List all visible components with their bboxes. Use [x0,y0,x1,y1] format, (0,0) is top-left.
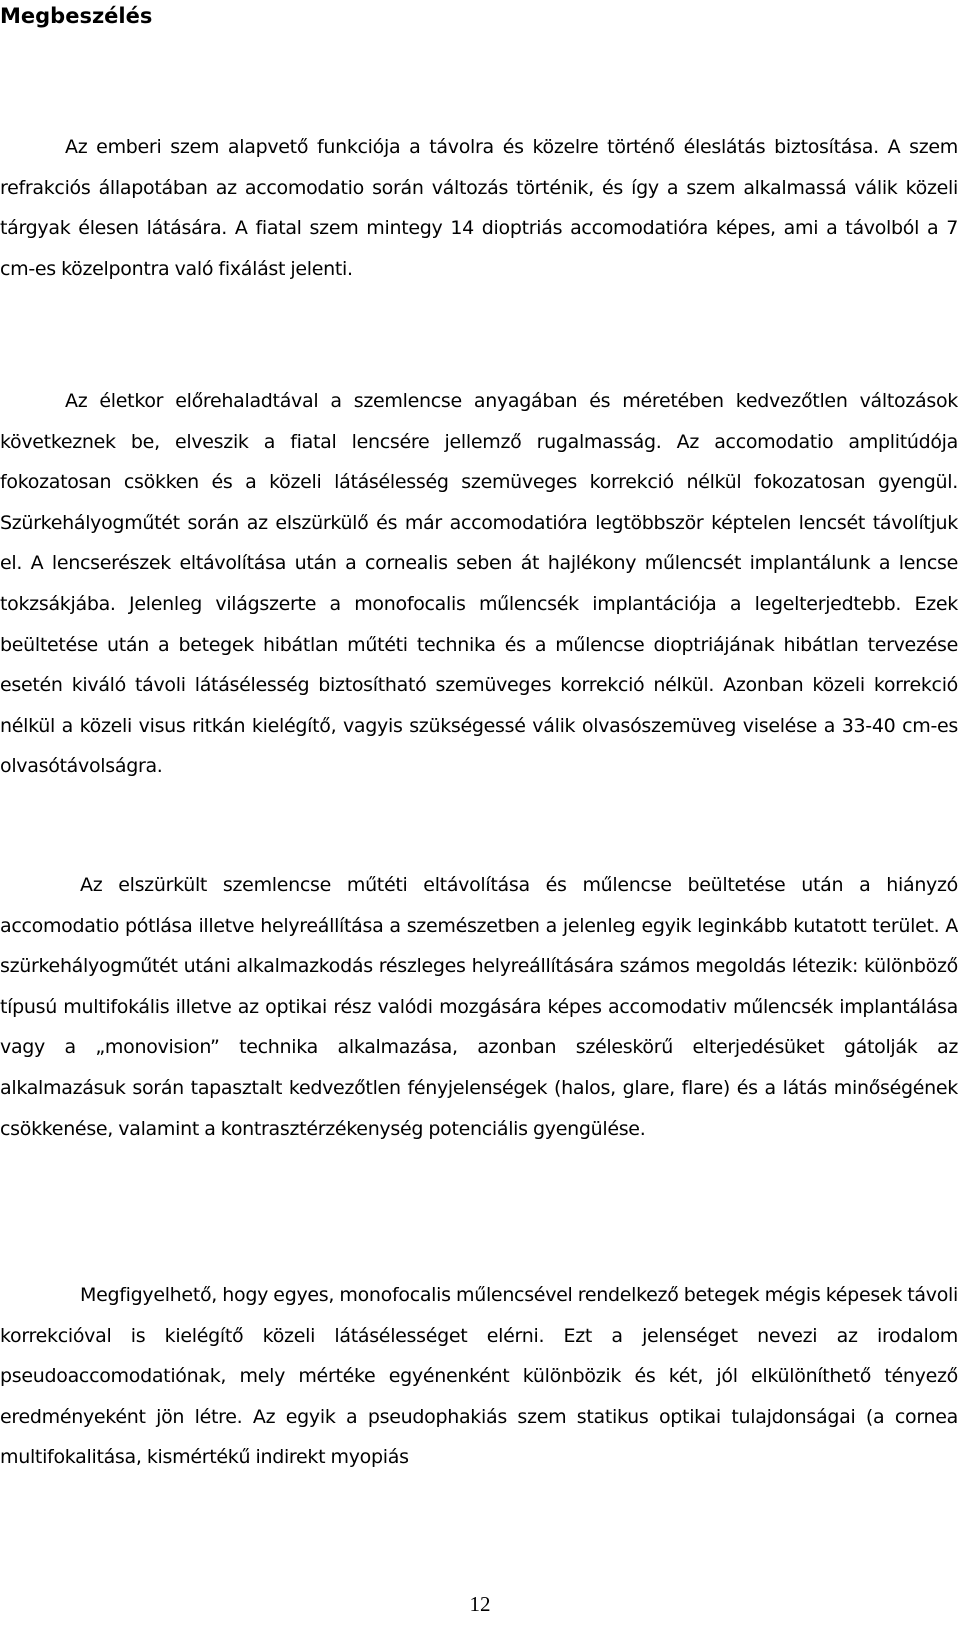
paragraph-restoring-accommodation: Az elszürkült szemlencse műtéti eltávolítása és műlencse beültetése után a hiányzó accomodatio pótlása illetve helyreállítása a szemészetben a jelenleg egyik leginkább kutatott terület. A szürkehályogműtét utáni alkalmazkodás részleges helyreállítására számos megoldás létezik: különböző típusú multifokális illetve az optikai rész valódi mozgására képes accomodativ műlencsék implantálása vagy a „monovision” technika alkalmazása, azonban széleskörű elterjedésüket gátolják az alkalmazásuk során tapasztalt kedvezőtlen fényjelenségek (halos, glare, flare) és a látás minőségének csökkenése, valamint a kontrasztérzékenység potenciális gyengülése. [0,874,958,1140]
page-number: 12 [469,1592,491,1616]
paragraph-accommodation-function: Az emberi szem alapvető funkciója a távolra és közelre történő éleslátás biztosítása. A szem refrakciós állapotában az accomodatio során változás történik, és így a szem alkalmassá válik közeli tárgyak élesen látására. A fiatal szem mintegy 14 dioptriás accomodatióra képes, ami a távolból a 7 cm-es közelpontra való fixálást jelenti. [0,136,958,280]
section-heading: Megbeszélés [0,4,153,28]
paragraph-aging-lens: Az életkor előrehaladtával a szemlencse anyagában és méretében kedvezőtlen változások következnek be, elveszik a fiatal lencsére jellemző rugalmasság. Az accomodatio amplitúdója fokozatosan csökken és a közeli látásélesség szemüveges korrekció nélkül fokozatosan gyengül. Szürkehályogműtét során az elszürkülő és már accomodatióra legtöbbször képtelen lencsét távolítjuk el. A lencserészek eltávolítása után a cornealis seben át hajlékony műlencsét implantálunk a lencse tokzsákjába. Jelenleg világszerte a monofocalis műlencsék implantációja a legelterjedtebb. Ezek beültetése után a betegek hibátlan műtéti technika és a műlencse dioptriájának hibátlan tervezése esetén kiváló távoli látásélesség biztosítható szemüveges korrekció nélkül. Azonban közeli korrekció nélkül a közeli visus ritkán kielégítő, vagyis szükségessé válik olvasószemüveg viselése a 33-40 cm-es olvasótávolságra. [0,390,958,778]
paragraph-pseudoaccommodation: Megfigyelhető, hogy egyes, monofocalis műlencsével rendelkező betegek mégis képesek távoli korrekcióval is kielégítő közeli látásélességet elérni. Ezt a jelenséget nevezi az irodalom pseudoaccomodatiónak, mely mértéke egyénenként különbözik és két, jól elkülöníthető tényező eredményeként jön létre. Az egyik a pseudophakiás szem statikus optikai tulajdonságai (a cornea multifokalitása, kismértékű indirekt myopiás [0,1284,958,1469]
